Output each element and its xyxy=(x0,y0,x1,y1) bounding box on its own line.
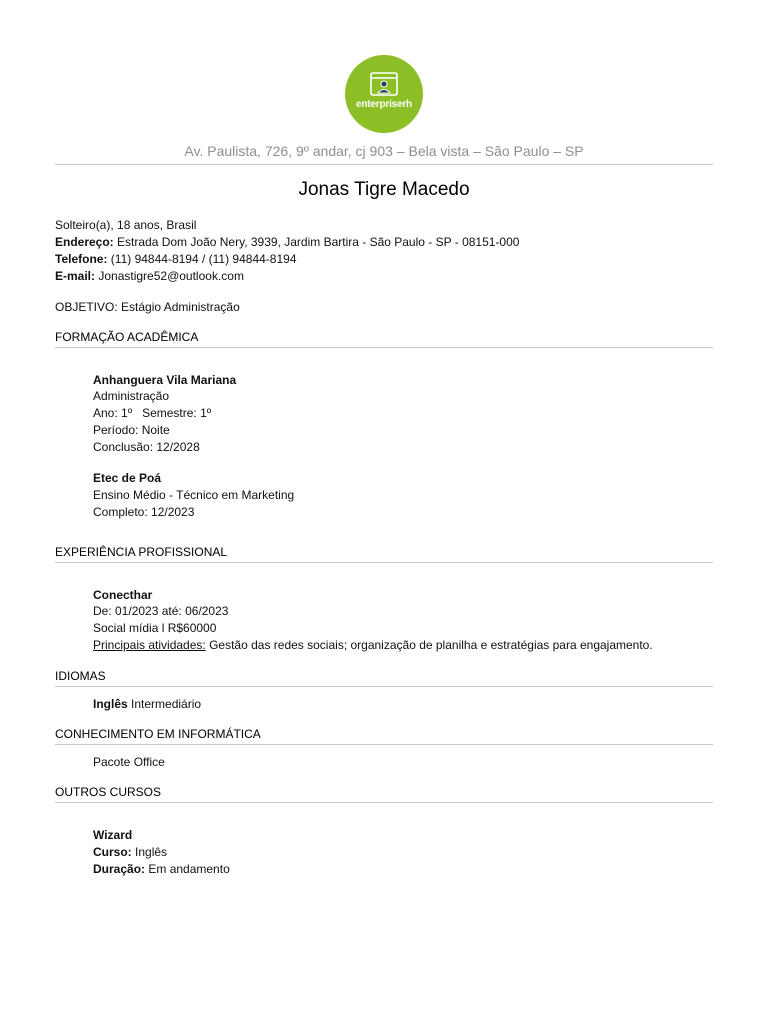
address-line xyxy=(55,234,519,250)
section-divider xyxy=(55,802,713,803)
section-divider xyxy=(55,744,713,745)
school-name: Anhanguera Vila Mariana xyxy=(93,373,237,387)
email-value: Jonastigre52@outlook.com xyxy=(98,269,244,283)
course-label: Curso: xyxy=(93,845,132,859)
objective-line xyxy=(55,299,240,315)
objective-value: Estágio Administração xyxy=(121,300,240,314)
experience-activities xyxy=(93,637,653,653)
phone-value: (11) 94844-8194 / (11) 94844-8194 xyxy=(110,252,297,266)
computing-skill: Pacote Office xyxy=(93,755,165,769)
course-line xyxy=(93,844,167,860)
company-name: Conecthar xyxy=(93,588,153,602)
section-title-experience: EXPERIÊNCIA PROFISSIONAL xyxy=(55,545,228,559)
activities-label: Principais atividades: xyxy=(93,638,206,652)
email-label: E-mail: xyxy=(55,269,96,283)
section-title-courses: OUTROS CURSOS xyxy=(55,785,162,799)
school-name: Etec de Poá xyxy=(93,471,162,485)
activities-value: Gestão das redes sociais; organização de planilha e estratégias para engajamento. xyxy=(209,638,653,652)
profile-window-icon xyxy=(369,71,399,99)
duration-label: Duração: xyxy=(93,862,146,876)
duration-value: Em andamento xyxy=(148,862,230,876)
language-level: Intermediário xyxy=(131,697,202,711)
education-line: Administração xyxy=(93,389,170,403)
experience-period: De: 01/2023 até: 06/2023 xyxy=(93,604,229,618)
language-name: Inglês xyxy=(93,697,128,711)
education-line: Completo: 12/2023 xyxy=(93,505,195,519)
address-value: Estrada Dom João Nery, 3939, Jardim Bartira - São Paulo - SP - 08151-000 xyxy=(117,235,520,249)
language-line xyxy=(93,696,201,712)
education-line: Conclusão: 12/2028 xyxy=(93,440,200,454)
section-divider xyxy=(55,347,713,348)
education-line: Ano: 1º Semestre: 1º xyxy=(93,406,212,420)
course-value: Inglês xyxy=(135,845,168,859)
company-logo xyxy=(345,55,423,133)
section-title-computing: CONHECIMENTO EM INFORMÁTICA xyxy=(55,727,261,741)
education-line: Ensino Médio - Técnico em Marketing xyxy=(93,488,295,502)
address-label: Endereço: xyxy=(55,235,114,249)
personal-status: Solteiro(a), 18 anos, Brasil xyxy=(55,218,197,232)
section-title-languages: IDIOMAS xyxy=(55,669,106,683)
objective-label: OBJETIVO: xyxy=(55,300,118,314)
phone-line xyxy=(55,251,297,267)
section-title-education: FORMAÇÃO ACADÊMICA xyxy=(55,330,199,344)
company-address: Av. Paulista, 726, 9º andar, cj 903 – Bela vista – São Paulo – SP xyxy=(184,143,584,159)
candidate-name: Jonas Tigre Macedo xyxy=(298,179,470,200)
phone-label: Telefone: xyxy=(55,252,108,266)
experience-role: Social mídia l R$60000 xyxy=(93,621,217,635)
email-line xyxy=(55,268,244,284)
logo-text: enterpriserh xyxy=(356,99,412,110)
header-divider xyxy=(55,164,713,165)
education-line: Período: Noite xyxy=(93,423,170,437)
section-divider xyxy=(55,562,713,563)
duration-line xyxy=(93,861,230,877)
course-school: Wizard xyxy=(93,828,133,842)
section-divider xyxy=(55,686,713,687)
